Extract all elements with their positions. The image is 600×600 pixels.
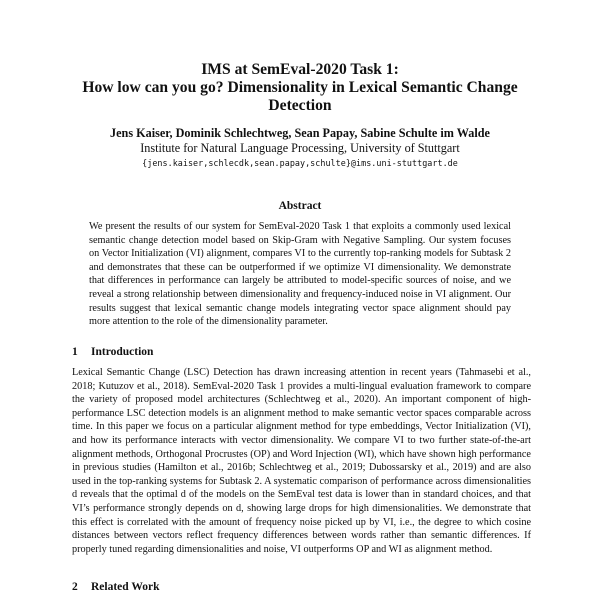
paper-title (60, 61, 540, 115)
section-1-number: 1 (72, 346, 78, 358)
section-2-heading (72, 580, 532, 594)
title-line-3: Detection (268, 97, 332, 114)
section-1-heading (72, 345, 532, 359)
section-1-title: Introduction (91, 346, 154, 358)
section-2-title: Related Work (91, 581, 160, 593)
section-1-body (72, 366, 531, 556)
title-line-1: IMS at SemEval-2020 Task 1: (201, 61, 399, 78)
title-line-2: How low can you go? Dimensionality in Lexical Semantic Change (82, 79, 518, 96)
abstract-body (89, 220, 511, 329)
section-1-text: Lexical Semantic Change (LSC) Detection has drawn increasing attention in recent years (Tahmasebi et al., 2018; Kutuzov et al., 2018). SemEval-2020 Task 1 provides a multi-lingual evaluation framework to compare the variety of proposed model architectures (Schlechtweg et al., 2020). An important component of high-performance LSC detection models is an alignment method to make semantic vector spaces comparable across time. In this paper we focus on a particular alignment method for type embeddings, Vector Initialization (VI), and how its performance interacts with vector dimensionality. We compare VI to two further state-of-the-art alignment methods, Orthogonal Procrustes (OP) and Word Injection (WI), which have shown high performance in previous studies (Hamilton et al., 2016b; Schlechtweg et al., 2019; Dubossarsky et al., 2019) and are also used in the top-ranking systems for Subtask 2. A systematic comparison of performance across dimensionalities d reveals that the optimal d of the models on the SemEval test data is lower than in standard choices, and that VI’s performance strongly depends on d, showing large drops for high dimensionalities. We demonstrate that this effect is correlated with the amount of frequency noise picked up by VI, i.e., the degree to which cosine distances between vectors reflect frequency differences between words rather than semantic differences. If properly tuned regarding dimensionalities and noise, VI outperforms OP and WI as alignment method. (72, 367, 531, 555)
author-emails: {jens.kaiser,schlecdk,sean.papay,schulte}@ims.uni-stuttgart.de (142, 158, 458, 168)
abstract-text: We present the results of our system for SemEval-2020 Task 1 that exploits a commonly used lexical semantic change detection model based on Skip-Gram with Negative Sampling. Our system focuses on Vector Initialization (VI) alignment, compares VI to the currently top-ranking models for Subtask 2 and demonstrates that these can be outperformed if we optimize VI dimensionality. We demonstrate that differences in performance can largely be attributed to model-specific sources of noise, and we reveal a strong relationship between dimensionality and frequency-induced noise in VI alignment. Our results suggest that lexical semantic change models integrating vector space alignment should pay more attention to the role of the dimensionality parameter. (89, 221, 511, 328)
section-2-number: 2 (72, 581, 78, 593)
affiliation: Institute for Natural Language Processing, University of Stuttgart (140, 141, 460, 155)
author-list: Jens Kaiser, Dominik Schlechtweg, Sean Papay, Sabine Schulte im Walde (110, 126, 490, 140)
abstract-heading: Abstract (278, 200, 322, 212)
